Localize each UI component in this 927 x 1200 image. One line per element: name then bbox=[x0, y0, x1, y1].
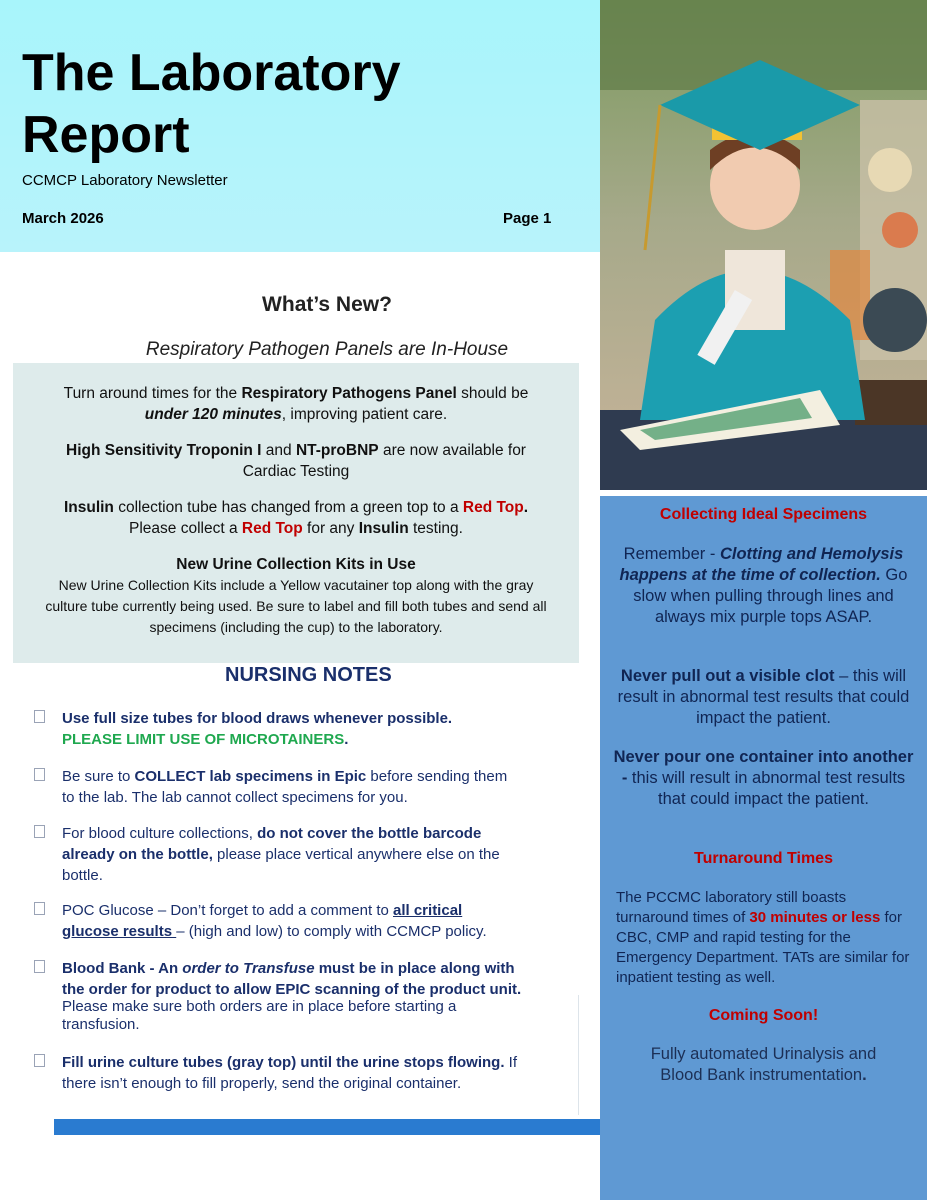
column-divider bbox=[578, 995, 579, 1115]
clot-paragraph: Never pull out a visible clot – this will result in abnormal test results that could impact the patient. bbox=[617, 667, 910, 727]
coming-soon-paragraph: Fully automated Urinalysis and Blood Bank instrumentation. bbox=[650, 1045, 877, 1084]
pour-paragraph: Never pour one container into another - this will result in abnormal test results that could impact the patient. bbox=[613, 748, 914, 808]
whats-new-heading: What’s New? bbox=[262, 293, 392, 316]
whats-new-box bbox=[13, 363, 579, 663]
checkbox-icon bbox=[34, 768, 45, 781]
checkbox-icon bbox=[34, 710, 45, 723]
checkbox-icon bbox=[34, 902, 45, 915]
turnaround-paragraph: The PCCMC laboratory still boasts turnaround times of 30 minutes or less for CBC, CMP and rapid testing for the Emergency Department. TATs are similar for inpatient testing as well. bbox=[616, 889, 910, 986]
sidebar-heading-specimens: Collecting Ideal Specimens bbox=[659, 506, 868, 523]
sidebar-panel bbox=[600, 496, 927, 1200]
page-number: Page 1 bbox=[503, 210, 552, 227]
masthead bbox=[0, 0, 600, 252]
graduate-child-photo bbox=[600, 0, 927, 490]
checkbox-icon bbox=[34, 1054, 45, 1067]
newsletter-title: The Laboratory Report bbox=[22, 44, 401, 164]
insulin-paragraph: Insulin collection tube has changed from a green top to a Red Top. Please collect a Red Top for any Insulin testing. bbox=[63, 499, 529, 537]
photo-illustration bbox=[600, 0, 927, 490]
specimens-paragraph: Remember - Clotting and Hemolysis happens at the time of collection. Go slow when pulling through lines and always mix purple tops ASAP. bbox=[619, 545, 908, 626]
issue-date: March 2026 bbox=[22, 210, 104, 227]
newsletter-subtitle: CCMCP Laboratory Newsletter bbox=[22, 172, 228, 189]
checkbox-icon bbox=[34, 960, 45, 973]
urine-kit-paragraph: New Urine Collection Kits in Use New Urine Collection Kits include a Yellow vacutainer top along with the gray culture tube currently being used. Be sure to label and fill both tubes and send all specimens (including the cup) to the laboratory. bbox=[45, 556, 547, 635]
checkbox-icon bbox=[34, 825, 45, 838]
footer-bar bbox=[54, 1119, 600, 1135]
respiratory-subheading: Respiratory Pathogen Panels are In-House bbox=[145, 339, 509, 360]
sidebar-heading-turnaround: Turnaround Times bbox=[694, 850, 833, 867]
sidebar-heading-coming-soon: Coming Soon! bbox=[708, 1007, 819, 1024]
rpp-paragraph: Turn around times for the Respiratory Pathogens Panel should be under 120 minutes, improving patient care. bbox=[63, 385, 529, 423]
urine-kit-heading: New Urine Collection Kits in Use bbox=[176, 556, 416, 573]
nursing-notes-heading: NURSING NOTES bbox=[225, 664, 392, 686]
troponin-paragraph: High Sensitivity Troponin I and NT-proBNP are now available for Cardiac Testing bbox=[66, 442, 526, 480]
